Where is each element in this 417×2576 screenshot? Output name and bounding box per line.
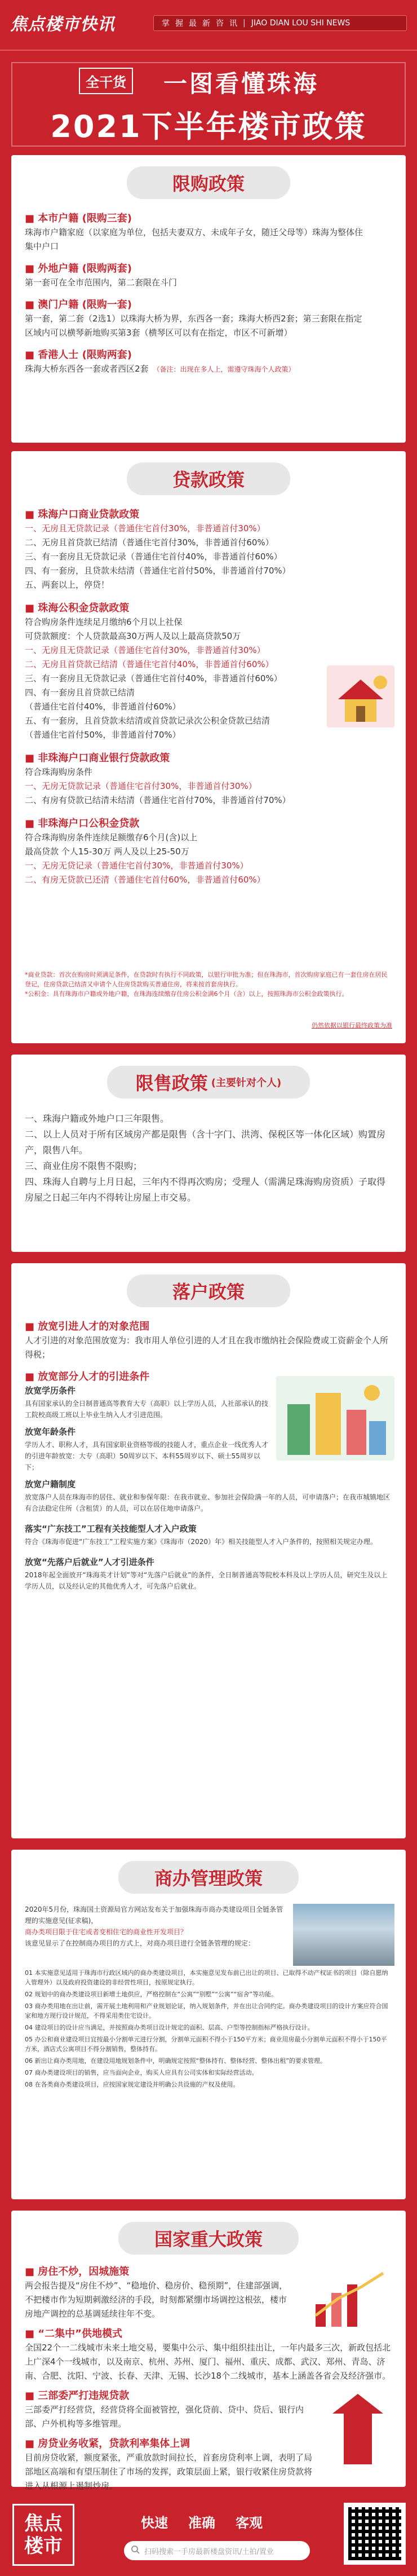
loan-line: 四、有一套房且首贷款已结清 (25, 687, 135, 698)
loan-line: 四、有一套房，且贷款未结清（普通住宅首付50%，非普通首付70%） (25, 566, 291, 576)
slogan-word: 快速 (141, 2515, 168, 2531)
skill-body: 符合《珠海市促进“广东技工”工程实施方案》《珠海市（2020）年》相关技能型人才入户条件的，按照相关规定办理。 (25, 1538, 377, 1546)
limit-sell-line: 三、商业住房不限售不限购； (25, 1161, 143, 1171)
rule-item: 05 办公和商业建设项目宜按最小分割单元进行分割，分割单元面积不得小于150平方米；商业用房最小分割单元面积不得小于150平方米，酒店式公寓项目不得分割销售，整体持有。 (25, 2036, 387, 2053)
loan-line: 五、有一套房，且首贷款未结清或首贷款记录次公积金贷款已结清 (25, 716, 270, 726)
chart-illustration (304, 2265, 394, 2332)
loan-line: 三、有一套房且无贷款记录（普通住宅首付40%，非普通首付60%） (25, 552, 282, 562)
loan-line: 二、有房有贷款已结清未结清（普通住宅首付70%，非普通首付70%） (25, 795, 291, 805)
business-rules (25, 1968, 392, 2089)
p2-body: 全国22个一二线城市未来土地交易，要集中公示、集中组织挂出让，一年内最多三次，新政包括北上广深4个一线城市，以及南京、杭州、苏州、厦门、福州、重庆、成都、武汉、郑州、青岛、济南、合肥、沈阳、宁波、长春、天津、无锡、长沙18个二线城市，基本上涵盖各省会及经济强市。 (25, 2343, 391, 2381)
loan-line: 最高贷款 个人15-30万 两人及以上25-50万 (25, 846, 189, 857)
hero-tag: 全干货 (79, 68, 133, 94)
other-body: 放宽落户人员在珠海市的居住、就业和参保年限：在我市就业、参加社会保险满一年的人员，可申请落户；在我市城镇地区有合法稳定住所（含租赁）的人员，可以在居住地申请落户。 (25, 1493, 391, 1512)
section-title-text: 限售政策 (135, 1073, 208, 1094)
edu-heading: 放宽学历条件 (25, 1386, 76, 1396)
footer-slogan (141, 2512, 263, 2531)
tagline-char: 咨 (216, 19, 224, 28)
slogan-word: 客观 (236, 2515, 263, 2531)
skill-heading: 落实“广东技工”工程有关技能型人才入户政策 (25, 1524, 197, 1534)
limit-buy-section (11, 155, 406, 443)
item-note: （备注：出现在多人上，需遵守珠海个人政策） (153, 365, 295, 373)
loan-line: 一、无房无贷款记录（普通住宅首付30%，非普通首付30%） (25, 781, 257, 791)
tagline-char: 新 (202, 19, 210, 28)
nonlocal-heading: ■ 非珠海户口商业银行贷款政策 (25, 752, 170, 764)
talent-heading: ■ 放宽引进人才的对象范围 (25, 1321, 150, 1333)
p1-body: 两会报告提及“房住不炒”、“稳地价、稳房价、稳预期”，住建部强调，不把楼市作为短期刺激经济的手段，时刻都紧绷市场调控这根弦，楼市房地产调控的总基调延续往年不变。 (25, 2281, 288, 2319)
business-section (11, 1850, 406, 2199)
loan-line: 二、有房无贷款已还清（普通住宅首付60%，非普通首付60%） (25, 875, 265, 885)
loan-line: 二、无房且首贷款已结清（普通住宅首付30%，非普通首付60%） (25, 537, 274, 548)
settle-section (11, 1263, 406, 1838)
p2-heading: ■ “二集中”供地模式 (25, 2328, 122, 2340)
item-heading: ■ 本市户籍 (限购三套) (25, 213, 132, 224)
rule-item: 03 商办类用地在出让前，需开展土地利用和产业规划论证，纳入规划条件，并在出让合同约定。商办类建设项目的设计方案应符合国家和地方现行设计规范，不得采用类住宅设计。 (25, 2002, 388, 2019)
footer-search-bar[interactable] (124, 2541, 310, 2560)
logo-line: 楼市 (24, 2535, 63, 2557)
fund-heading: ■ 珠海公积金贷款政策 (25, 602, 130, 614)
item-body: 珠海大桥东西各一套或者西区2套 (25, 364, 149, 374)
arrow-illustration (327, 2391, 394, 2470)
loan-line: （普通住宅首付50%，非普通首付70%） (25, 730, 181, 740)
section-title: 商办管理政策 (118, 1861, 299, 1894)
intro-line: 该意见显示了在控制商办项目的方式上，对商办项目进行全链条管理的规定： (25, 1939, 255, 1947)
loan-line: 五、两套以上，停贷！ (25, 580, 110, 590)
other-heading: 放宽户籍制度 (25, 1479, 76, 1489)
loan-line: 可贷款额度：个人贷款最高30万两人及以上最高贷款50万 (25, 631, 241, 641)
section-title: 落户政策 (127, 1274, 290, 1307)
intro-line: 2020年5月份，珠海国土资源局官方网站发布关于加强珠海市商办类建设项目全链条管理的实施意见(征求稿)， (25, 1905, 283, 1925)
p4-heading: ■ 房贷业务收紧，贷款利率集体上调 (25, 2438, 190, 2450)
cert-body: 2018年起全面放开“珠海英才计划”等对“先落户后就业”的条件，全日制普通高等院校本科及以上学历人员，研究生及以上学历人员，以及经认定的其他优秀人才，可先落户后就业。 (25, 1571, 388, 1590)
tagline-char: 掌 (162, 19, 170, 28)
loan-line: 符合珠海购房条件连续足额缴存6个月(含)以上 (25, 832, 198, 843)
item-row (25, 362, 392, 376)
qr-code-pattern (348, 2507, 401, 2560)
item-heading: ■ 香港人士 (限购两套) (25, 349, 132, 361)
search-icon (131, 2545, 140, 2556)
item-body: 珠海市户籍家庭（以家庭为单位，包括夫妻双方、未成年子女，随迁父母等）珠海为整体住集中户口 (25, 227, 363, 252)
item-heading: ■ 外地户籍 (限购两套) (25, 263, 132, 275)
loan-fine-print: *商业贷款：首次在购房时须满足条件，在贷款时有执行不同政策，以银行审批为准；但在珠海市，首次购房家庭已有一套住房在居民登记，住房贷款已结清又申请个人住房贷款购买普通住房，将来按首套房执行。 *公积金：具有珠海市户籍或外地户籍，在珠海连续缴存住房公积金满6个月（含）以上，按照珠海市公积金政策执行。 (25, 971, 388, 998)
city-illustration (276, 1376, 394, 1461)
intro-question: 商办类项目限于住宅或者变相住宅的商业性开发项目？ (25, 1928, 188, 1936)
rule-item: 07 商办类建设项目的销售，应当面向企业，购买人应具有公司实体和实际经营活动。 (25, 2069, 258, 2076)
loan-section (11, 451, 406, 1043)
section-title: 限购政策 (127, 166, 290, 199)
search-text: 扫码搜索一手房最新楼盘资讯/土拍/置业 (144, 2547, 274, 2556)
p3-heading: ■ 三部委严打违规贷款 (25, 2390, 130, 2402)
section-title: 国家重大政策 (118, 2222, 299, 2255)
nonlocal-fund-heading: ■ 非珠海户口公积金贷款 (25, 818, 140, 830)
loan-line: 符合购房条件连续足月缴纳6个月以上社保 (25, 617, 183, 627)
brand-tagline (153, 15, 407, 31)
edu-body: 具有国家承认的全日制普通高等教育大专（高职）以上学历人员，人社部承认的技工院校高级工班以上毕业生纳入人才引进范围。 (25, 1400, 269, 1419)
rule-item: 01 本实施意见适用于珠海市行政区域内的商办类建设项目，本实施意见发布前已出让的项目、已取得不动产权证书的项目（除自愿纳入管理外）以及政府投资建设的非经营性项目，按原规定执行。 (25, 1969, 388, 1986)
top-bar (0, 0, 417, 51)
item-body: 第一套可在全市范围内，第二套限在斗门 (25, 277, 178, 288)
major-section (11, 2211, 406, 2491)
section-title: 贷款政策 (127, 462, 290, 495)
slogan-word: 准确 (188, 2515, 215, 2531)
section-subtitle: (主要针对个人) (211, 1077, 282, 1089)
loan-line: 符合珠海购房条件 (25, 767, 93, 777)
age-body: 学历人才、职称人才，具有国家职业资格等级的技能人才，重点企业一线优秀人才的引进年龄放宽：大专（高职）50周岁以下、本科55周岁以下、硕士55周岁以下； (25, 1441, 269, 1471)
footer (0, 2491, 417, 2576)
part-heading: ■ 放宽部分人才的引进条件 (25, 1371, 150, 1383)
rule-item: 04 建设项目的设计应当满足，并按照商办类项目设计规定的面积、层高、户型等控制指标严格执行设计。 (25, 2024, 314, 2031)
loan-footer-note: 仍然依据以银行最终政策为准 (312, 1022, 392, 1029)
loan-line: 二、无房且首贷款已结清（普通住宅首付40%，非普通首付60%） (25, 659, 274, 669)
cert-heading: 放宽“先落户后就业”人才引进条件 (25, 1557, 154, 1567)
hero-subtitle: 2021下半年楼市政策 (50, 109, 367, 144)
tagline-char: 讯 (229, 19, 237, 28)
limit-sell-section (11, 1055, 406, 1252)
commercial-heading: ■ 珠海户口商业贷款政策 (25, 509, 140, 521)
p4-body: 目前房贷收紧，额度紧张，严重放款时间拉长，首套房贷利率上调，表明了局部地区高端和有望压制住了市场的发挥，政策层面上紧，银行收紧住房贷款将进入从根源上遏制炒房。 (25, 2453, 313, 2491)
rule-item: 06 新出让商办类用地，在建设用地规划条件中，明确规定按照“整体持有、整体经营、整体出租”的要求管理。 (25, 2057, 326, 2065)
tagline-divider: | (243, 19, 246, 28)
p3-body: 三部委严打经营贷，经营贷将全面被管控，强化贷前、贷中、贷后、银行内部、户外机构等多维管理。 (25, 2405, 304, 2429)
business-intro (25, 1904, 290, 1949)
hero-title: 一图看懂珠海 (163, 70, 320, 98)
limit-sell-line: 四、珠海人自聘与上月日起，三年内不得再次购房；受理人（需满足珠海购房资质）子取得房屋之日起三年内不得转让房屋上市交易。 (25, 1176, 386, 1203)
house-illustration (327, 665, 394, 727)
section-title (107, 1066, 310, 1099)
loan-line: （普通住宅首付40%，非普通首付60%） (25, 702, 181, 712)
talent-body: 人才引进的对象范围放宽为：我市用人单位引进的人才且在我市缴纳社会保险费或工资薪金个人所得税； (25, 1335, 389, 1360)
footer-logo (12, 2504, 74, 2566)
item-body: 第一套，第二套（2选1）以珠海大桥为界，东西各一套；珠海大桥西2套；第三套限在指定区域内可以横琴新地购买第3套（横琴区可以有在指定，市区不可新增） (25, 314, 362, 338)
limit-buy-list (25, 211, 392, 376)
building-photo (293, 1904, 394, 1966)
limit-sell-list (25, 1111, 392, 1206)
tagline-english: JIAO DIAN LOU SHI NEWS (251, 19, 351, 28)
hero-banner (0, 51, 417, 152)
rule-item: 02 规划中的商办类建设项目新增土地供应，严格控制在“公寓”“别墅”“公寓”“宿舍”等功能。 (25, 1991, 278, 1998)
item-heading: ■ 澳门户籍 (限购一套) (25, 299, 132, 311)
rule-item: 08 在各类商办类建设项目，应按国家规定建设并明确公共设施的产权及使用。 (25, 2081, 239, 2088)
tagline-char: 握 (175, 19, 183, 28)
loan-line: 一、无房无贷记录（普通住宅首付30%，非普通首付30%） (25, 861, 249, 871)
tagline-char: 最 (189, 19, 197, 28)
limit-sell-line: 二、以上人员对于所有区域房产都是限售（含十字门、洪湾、保税区等一体化区域）购置房产，限售八年。 (25, 1129, 386, 1155)
qr-code[interactable] (344, 2503, 406, 2565)
p1-heading: ■ 房住不炒，因城施策 (25, 2266, 130, 2278)
limit-sell-line: 一、珠海户籍或外地户口三年限售。 (25, 1113, 170, 1124)
logo-line: 焦点 (24, 2512, 63, 2535)
loan-line: 三、有一套房且无贷款记录（普通住宅首付40%，非普通首付60%） (25, 673, 282, 683)
loan-line: 一、无房且无贷款记录（普通住宅首付30%，非普通首付30%） (25, 645, 265, 655)
age-heading: 放宽年龄条件 (25, 1427, 76, 1437)
loan-line: 一、无房且无贷款记录（普通住宅首付30%，非普通首付30%） (25, 523, 265, 533)
brand-title: 焦点楼市快讯 (10, 15, 115, 34)
